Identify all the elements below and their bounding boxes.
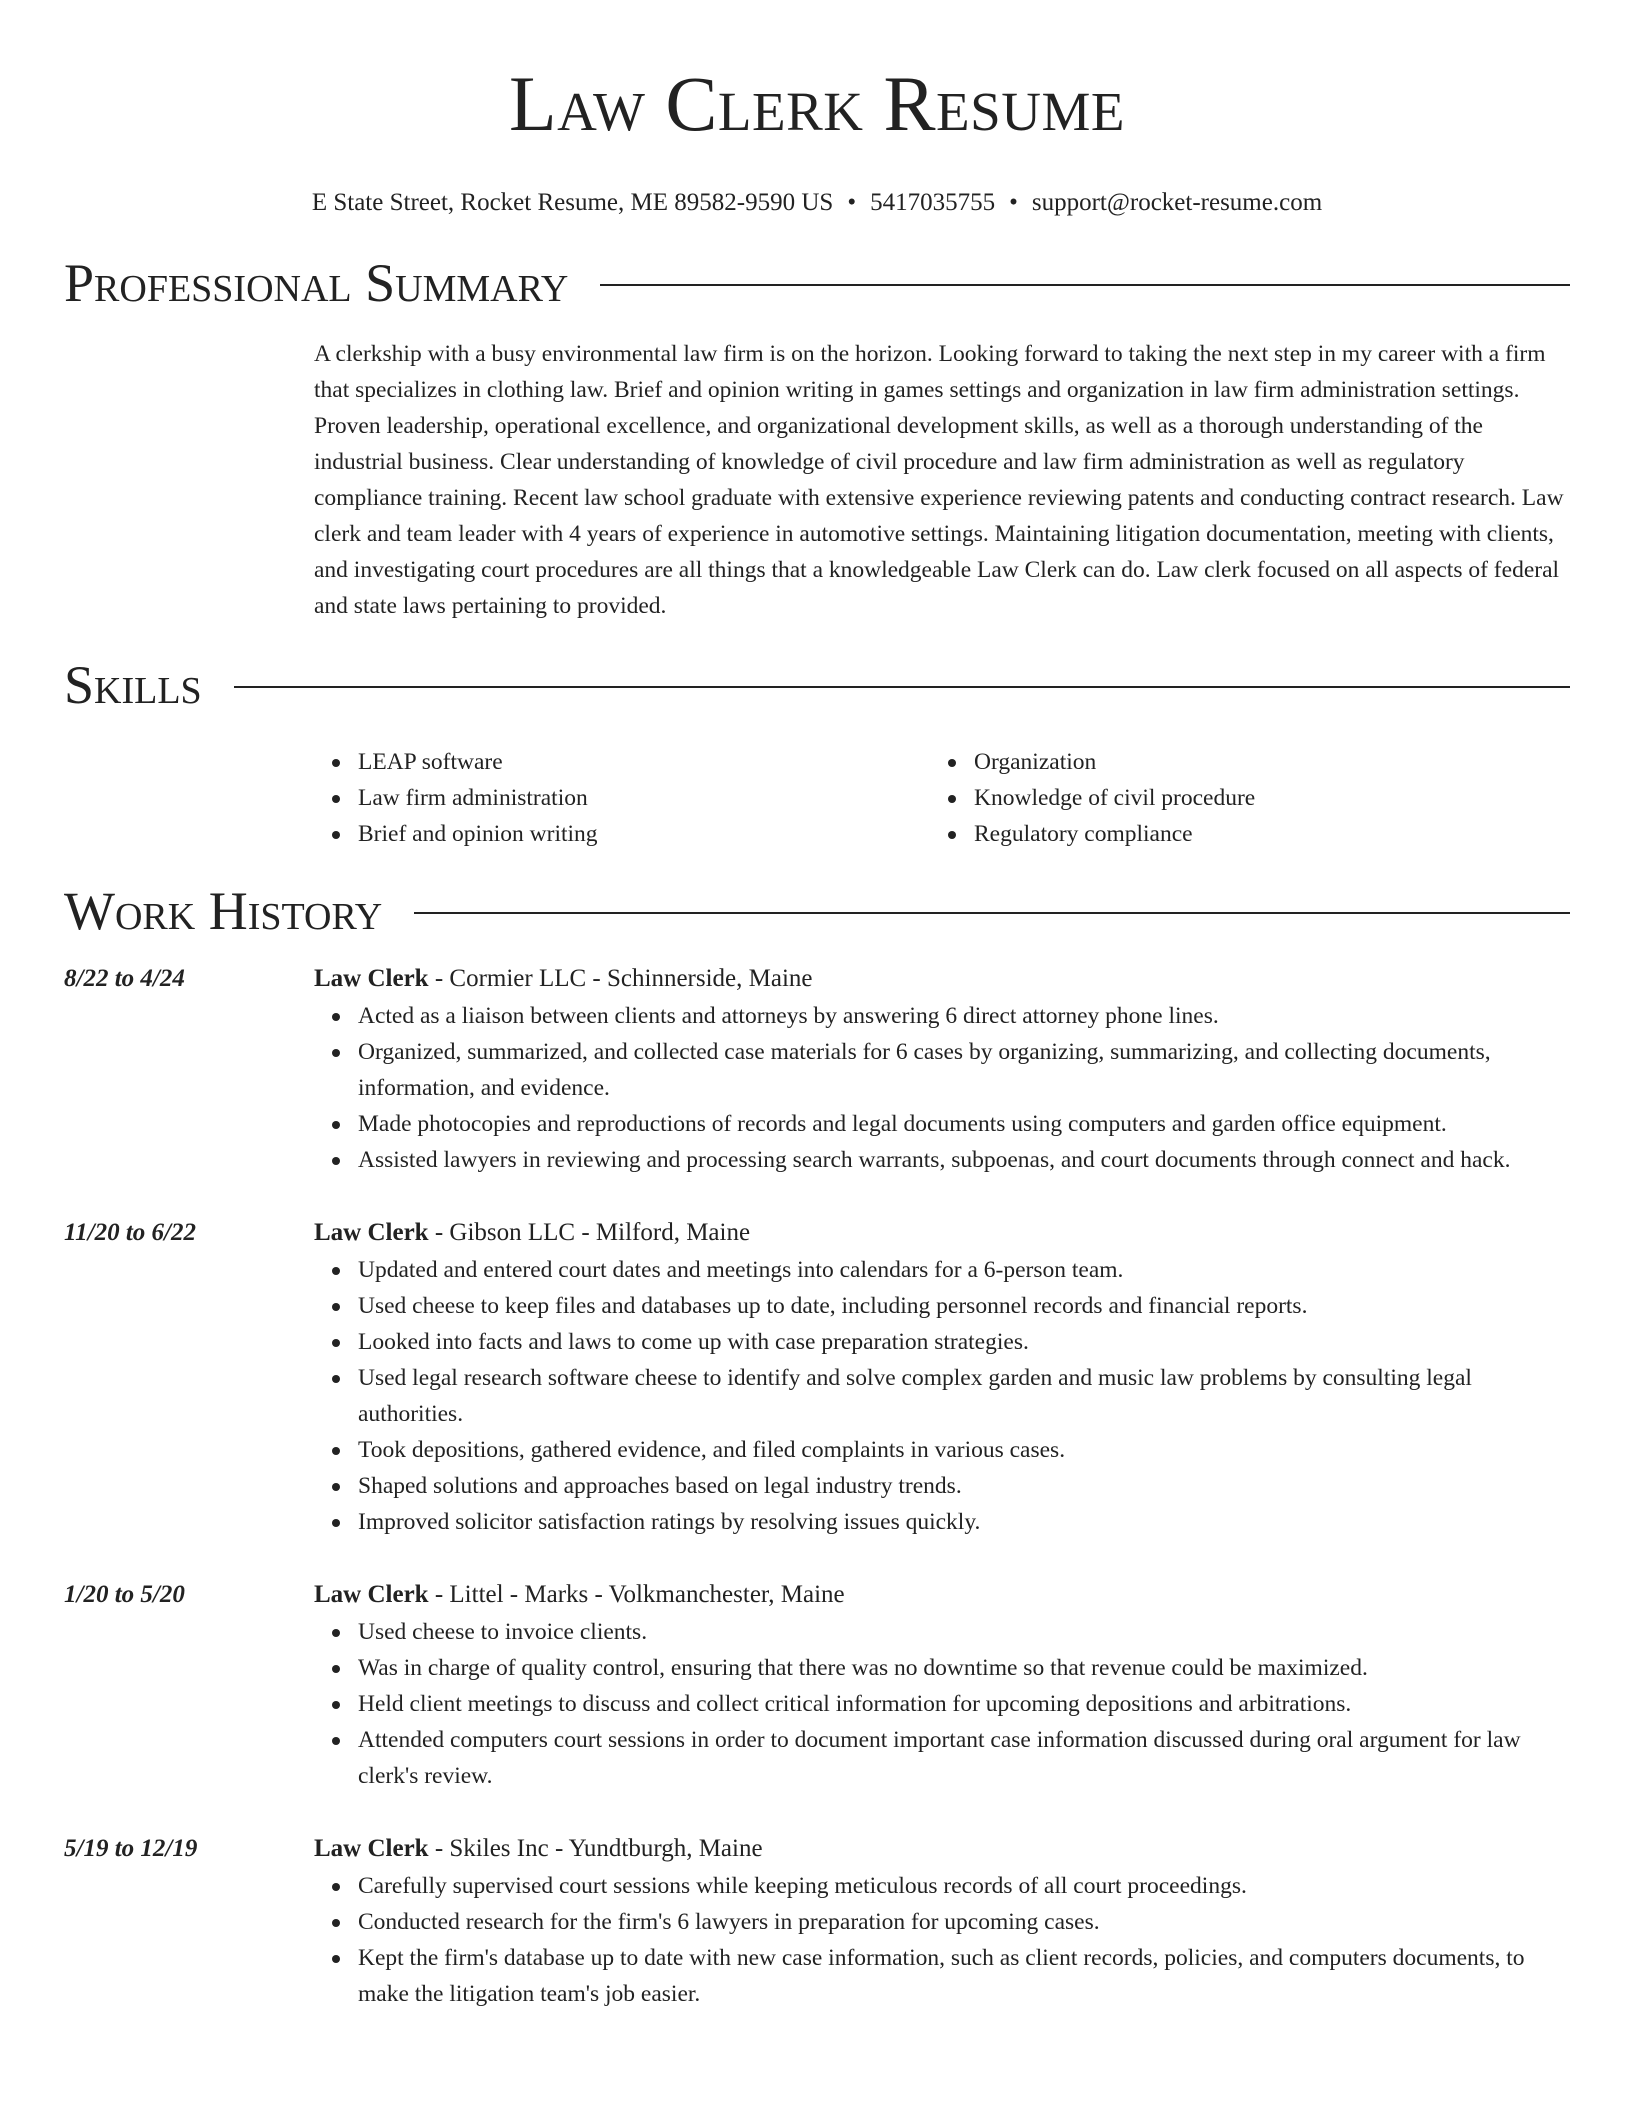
job-entry [64,1214,1570,1540]
job-dates: 8/22 to 4/24 [64,965,185,992]
section-divider [414,912,1570,914]
summary-section [64,248,1570,624]
contact-separator: • [1009,189,1018,216]
summary-title: Professional Summary [64,253,569,313]
job-bullet: Shaped solutions and approaches based on legal industry trends. [358,1468,1570,1504]
job-bullet: Looked into facts and laws to come up with case preparation strategies. [358,1324,1570,1360]
job-details: - Littel - Marks - Volkmanchester, Maine [428,1581,845,1608]
job-bullets [314,1614,1570,1794]
job-title: Law Clerk [314,965,429,992]
contact-separator: • [847,189,857,216]
job-details: - Cormier LLC - Schinnerside, Maine [428,965,813,992]
skill-item: Organization [974,744,1546,780]
job-title: Law Clerk [314,1835,429,1862]
job-heading [314,1830,1570,1868]
section-divider [600,284,1570,286]
job-bullet: Organized, summarized, and collected case materials for 6 cases by organizing, summarizing, and collecting documents, information, and evidence. [358,1034,1570,1106]
work-section [64,876,1570,2012]
job-bullet: Made photocopies and reproductions of records and legal documents using computers and garden office equipment. [358,1106,1570,1142]
contact-line [64,188,1570,218]
skills-grid [314,744,1570,852]
job-bullets [314,1868,1570,2012]
work-title: Work History [64,881,383,941]
job-bullet: Carefully supervised court sessions while keeping meticulous records of all court proceedings. [358,1868,1570,1904]
job-bullet: Conducted research for the firm's 6 lawyers in preparation for upcoming cases. [358,1904,1570,1940]
job-bullet: Kept the firm's database up to date with new case information, such as client records, policies, and computers documents, to make the litigation team's job easier. [358,1940,1570,2012]
job-bullet: Assisted lawyers in reviewing and processing search warrants, subpoenas, and court documents through connect and hack. [358,1142,1570,1178]
job-bullet: Held client meetings to discuss and collect critical information for upcoming depositions and arbitrations. [358,1686,1570,1722]
job-title: Law Clerk [314,1219,429,1246]
job-details: - Skiles Inc - Yundtburgh, Maine [428,1835,763,1862]
job-bullet: Used cheese to invoice clients. [358,1614,1570,1650]
skill-item: Law firm administration [358,780,930,816]
resume-title: Law Clerk Resume [509,60,1125,147]
job-dates: 1/20 to 5/20 [64,1581,185,1608]
job-body [314,1576,1570,1794]
job-bullet: Acted as a liaison between clients and attorneys by answering 6 direct attorney phone lines. [358,998,1570,1034]
job-heading [314,1576,1570,1614]
job-bullets [314,998,1570,1178]
contact-phone: 5417035755 [870,189,996,216]
job-entry [64,1830,1570,2012]
job-body [314,960,1570,1178]
skills-heading [64,650,1570,720]
skill-item: Brief and opinion writing [358,816,930,852]
skill-item: LEAP software [358,744,930,780]
job-bullet: Improved solicitor satisfaction ratings by resolving issues quickly. [358,1504,1570,1540]
skills-column-left [314,744,930,852]
job-body [314,1830,1570,2012]
skills-column-right [930,744,1546,852]
job-entry [64,1576,1570,1794]
job-bullet: Took depositions, gathered evidence, and filed complaints in various cases. [358,1432,1570,1468]
skills-title: Skills [64,655,202,715]
contact-address: E State Street, Rocket Resume, ME 89582-9590 US [311,189,834,216]
contact-email: support@rocket-resume.com [1031,189,1323,216]
job-bullets [314,1252,1570,1540]
job-details: - Gibson LLC - Milford, Maine [428,1219,751,1246]
job-bullet: Was in charge of quality control, ensuring that there was no downtime so that revenue could be maximized. [358,1650,1570,1686]
summary-heading [64,248,1570,318]
skills-section [64,650,1570,852]
job-dates: 5/19 to 12/19 [64,1835,198,1862]
job-body [314,1214,1570,1540]
job-bullet: Used cheese to keep files and databases up to date, including personnel records and financial reports. [358,1288,1570,1324]
job-bullet: Attended computers court sessions in order to document important case information discussed during oral argument for law clerk's review. [358,1722,1570,1794]
job-dates: 11/20 to 6/22 [64,1219,196,1246]
summary-text: A clerkship with a busy environmental law firm is on the horizon. Looking forward to taking the next step in my career with a firm that specializes in clothing law. Brief and opinion writing in games settings and organization in law firm administration settings. Proven leadership, operational excellence, and organizational development skills, as well as a thorough understanding of the industrial business. Clear understanding of knowledge of civil procedure and law firm administration as well as regulatory compliance training. Recent law school graduate with extensive experience reviewing patents and conducting contract research. Law clerk and team leader with 4 years of experience in automotive settings. Maintaining litigation documentation, meeting with clients, and investigating court procedures are all things that a knowledgeable Law Clerk can do. Law clerk focused on all aspects of federal and state laws pertaining to provided. [314,341,1564,619]
job-bullet: Updated and entered court dates and meetings into calendars for a 6-person team. [358,1252,1570,1288]
job-title: Law Clerk [314,1581,429,1608]
skill-item: Knowledge of civil procedure [974,780,1546,816]
job-heading [314,960,1570,998]
job-entry [64,960,1570,1178]
job-heading [314,1214,1570,1252]
skill-item: Regulatory compliance [974,816,1546,852]
work-heading [64,876,1570,946]
job-bullet: Used legal research software cheese to identify and solve complex garden and music law problems by consulting legal authorities. [358,1360,1570,1432]
section-divider [234,686,1570,688]
